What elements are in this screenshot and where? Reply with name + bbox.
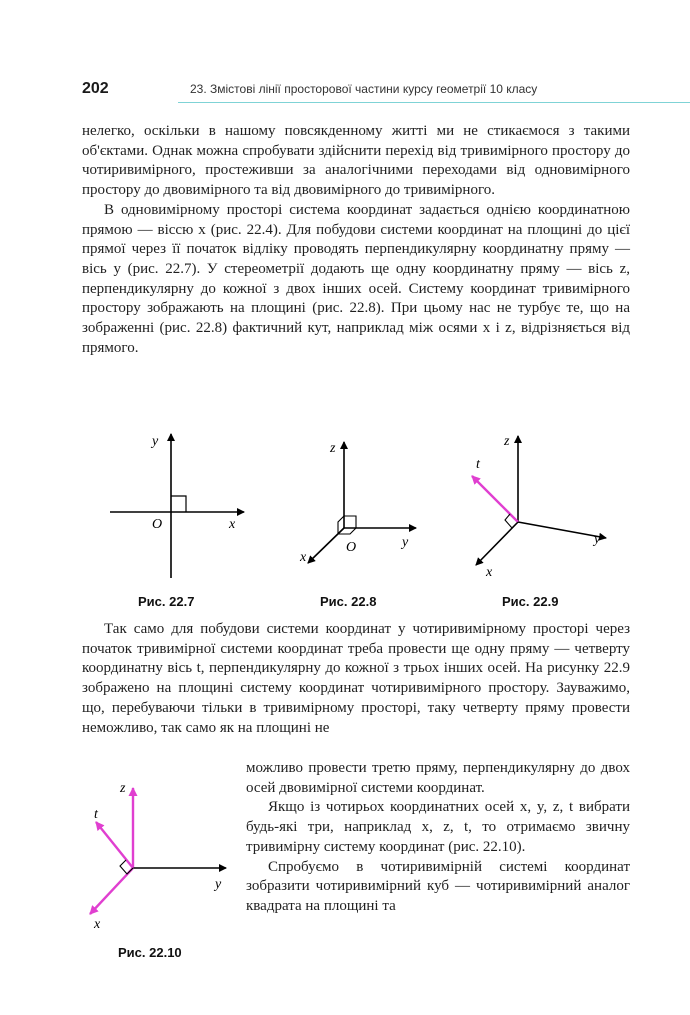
y-label: y <box>215 877 222 892</box>
paragraph: Спробуємо в чотиривимірній системі координат зобразити чотиривимірний куб — чотиривимірний аналог квадрата на площині та <box>246 858 630 914</box>
x-label: x <box>486 565 493 580</box>
t-label: t <box>476 457 480 472</box>
page-number: 202 <box>82 80 109 97</box>
x-label: x <box>94 917 101 932</box>
figure-22-7 <box>110 434 244 578</box>
figure-caption: Рис. 22.10 <box>118 945 182 960</box>
y-label: y <box>402 535 409 550</box>
paragraph: можливо провести третю пряму, перпендикулярну до двох осей двовимірної системи координат. <box>246 760 630 796</box>
z-label: z <box>120 781 126 796</box>
origin-label: O <box>346 540 357 555</box>
running-head: 23. Змістові лінії просторової частини курсу геометрії 10 класу <box>190 82 538 96</box>
paragraph: Так само для побудови системи координат у чотиривимірному просторі через початок тривимірної системи координат треба провести ще одну пряму — четверту координатну вісь t, перпендикулярну до кожної з трьох інших осей. На рисунку 22.9 зображено на площині систему координат чотиривимірного простору. Зауважимо, що, перебуваючи тільки в тривимірному просторі, таку четверту пряму провести неможливо, так само як на площині не <box>82 621 630 736</box>
z-label: z <box>504 434 510 449</box>
paragraph: В одновимірному просторі система координат задається однією координатною прямою — віссю x (рис. 22.4). Для побудови системи координат на площині до цієї прямої через її початок відліку проводять перпендикулярну координатну пряму — вісь y (рис. 22.7). У стереометрії додають ще одну координатну пряму — вісь z, перпендикулярну до кожної з двох інших осей. Систему координат тривимірного простору зображають на площині (рис. 22.8). При цьому нас не турбує те, що на зображенні (рис. 22.8) фактичний кут, наприклад між осями x і z, відрізняється від прямого. <box>82 201 630 356</box>
t-axis <box>472 476 518 522</box>
z-label: z <box>330 441 336 456</box>
figure-22-9 <box>472 434 606 580</box>
figure-22-8 <box>299 441 416 565</box>
right-angle-mark <box>338 516 356 534</box>
x-axis <box>90 868 133 914</box>
text-block-side <box>246 759 630 917</box>
x-label: x <box>229 517 236 532</box>
figure-caption: Рис. 22.7 <box>138 594 195 609</box>
figure-22-10 <box>90 781 226 932</box>
t-label: t <box>94 807 98 822</box>
t-axis <box>96 822 133 868</box>
y-label: y <box>594 532 601 547</box>
figure-caption: Рис. 22.9 <box>502 594 559 609</box>
y-label: y <box>152 434 159 449</box>
y-axis <box>518 522 606 538</box>
right-angle-mark <box>171 496 186 512</box>
x-label: x <box>300 550 307 565</box>
origin-label: O <box>152 517 163 532</box>
paragraph: Якщо із чотирьох координатних осей x, y, z, t вибрати будь-які три, наприклад x, z, t, то отримаємо звичну тривимірну систему координат (рис. 22.10). <box>246 799 630 855</box>
figure-caption: Рис. 22.8 <box>320 594 377 609</box>
text-block-middle <box>82 620 630 738</box>
paragraph: нелегко, оскільки в нашому повсякденному житті ми не стикаємося з такими об'єктами. Однак можна спробувати здійснити перехід від тривимірного простору до чотиривимірного, простеживши за аналогічними переходами від одновимірного простору до двовимірного та від двовимірного до тривимірного. <box>82 123 630 199</box>
